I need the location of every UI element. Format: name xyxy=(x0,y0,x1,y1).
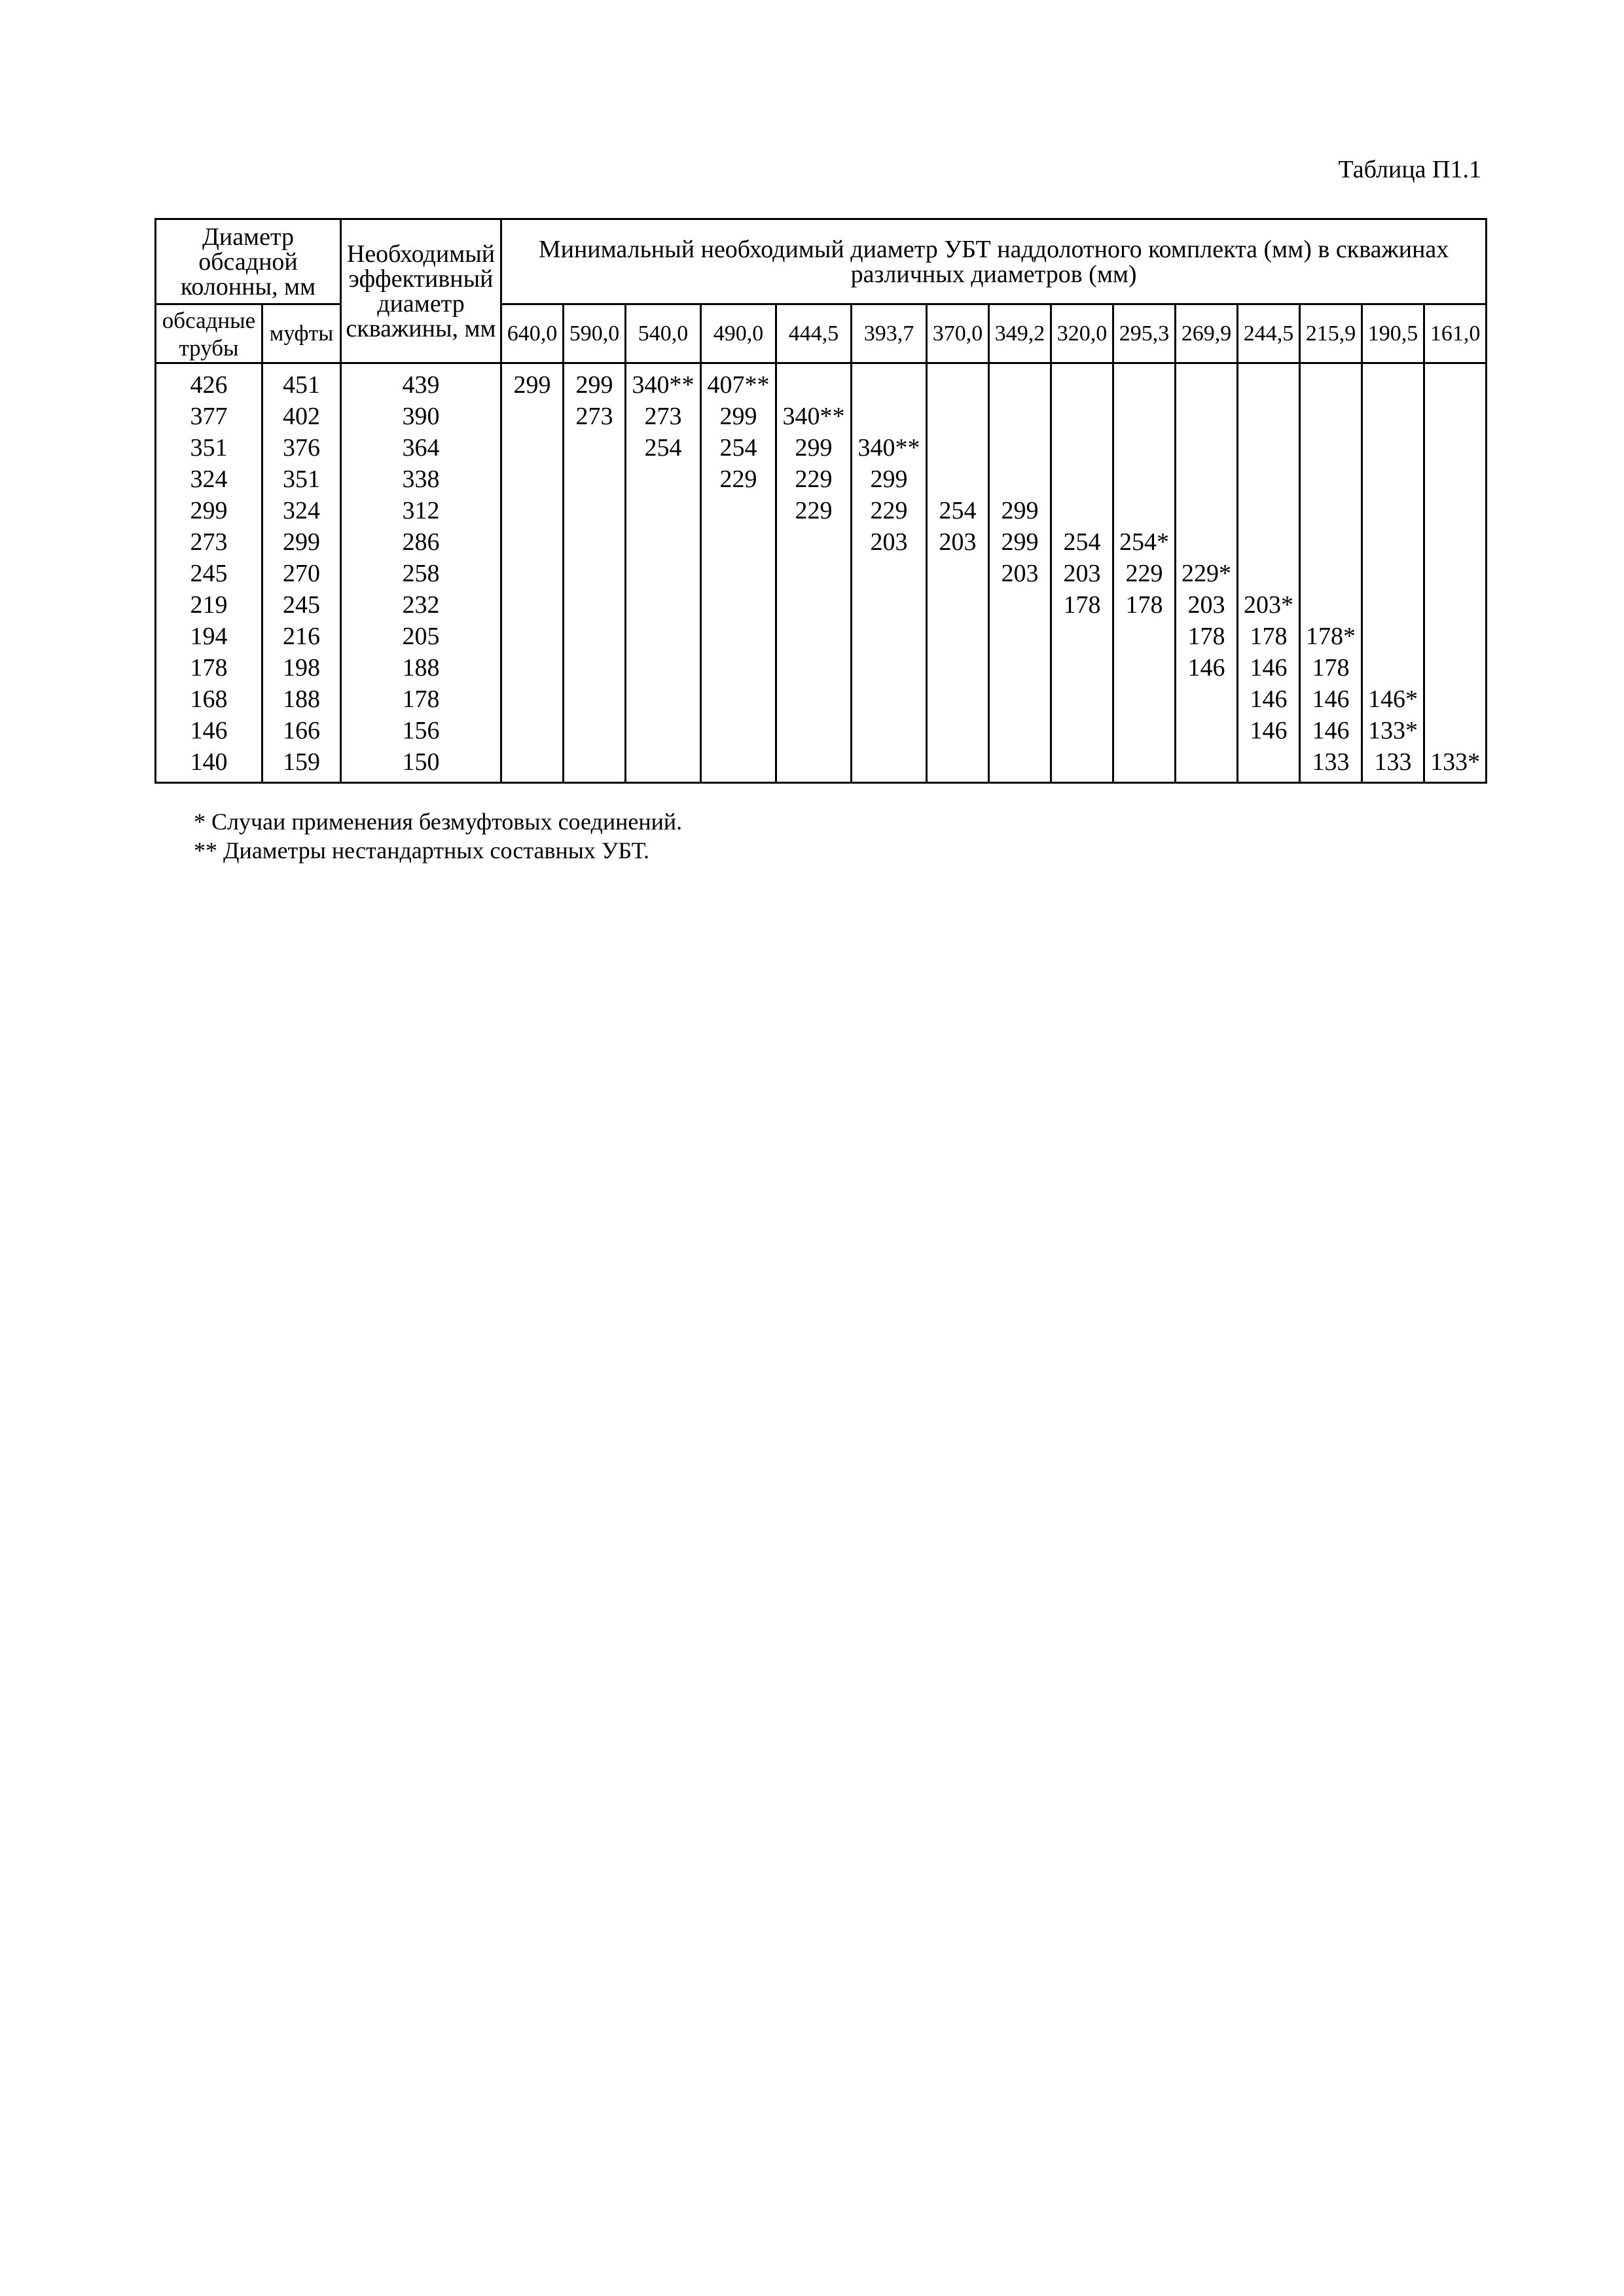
collar-diameter-cell: 254 xyxy=(626,432,701,464)
collar-diameter-cell xyxy=(1362,495,1424,526)
collar-diameter-cell xyxy=(701,558,776,589)
collar-diameter-cell xyxy=(1176,746,1238,783)
collar-diameter-cell: 273 xyxy=(626,401,701,432)
collar-diameter-cell xyxy=(1362,558,1424,589)
collar-diameter-cell xyxy=(1300,401,1362,432)
collar-diameter-cell xyxy=(927,589,989,621)
coupling-cell: 451 xyxy=(262,363,341,401)
collar-diameter-cell: 229 xyxy=(852,495,927,526)
collar-diameter-cell: 340** xyxy=(776,401,852,432)
casing-pipe-cell: 146 xyxy=(156,715,262,746)
collar-diameter-cell xyxy=(1113,432,1176,464)
collar-diameter-cell xyxy=(1176,363,1238,401)
casing-pipes-header: обсадные трубы xyxy=(156,304,262,363)
collar-diameter-cell: 146* xyxy=(1362,683,1424,715)
required-diameter-cell: 312 xyxy=(341,495,501,526)
collar-diameter-cell xyxy=(1051,401,1113,432)
table-row xyxy=(156,746,1487,783)
collar-diameter-cell xyxy=(1362,652,1424,683)
collar-diameter-cell xyxy=(501,652,564,683)
collar-diameter-cell: 407** xyxy=(701,363,776,401)
collar-diameter-cell xyxy=(626,683,701,715)
required-diameter-cell: 178 xyxy=(341,683,501,715)
collar-diameter-cell xyxy=(1238,526,1300,558)
collar-diameter-cell: 178 xyxy=(1176,621,1238,652)
collar-diameter-cell xyxy=(989,432,1051,464)
collar-diameter-cell xyxy=(1051,715,1113,746)
table-row xyxy=(156,432,1487,464)
collar-diameter-cell xyxy=(1424,495,1487,526)
required-diameter-cell: 205 xyxy=(341,621,501,652)
collar-diameter-cell: 178* xyxy=(1300,621,1362,652)
well-diameter-header: 190,5 xyxy=(1362,304,1424,363)
collar-diameter-cell: 299 xyxy=(701,401,776,432)
collar-diameter-cell xyxy=(701,495,776,526)
well-diameter-header: 215,9 xyxy=(1300,304,1362,363)
table-row xyxy=(156,652,1487,683)
well-diameter-header: 640,0 xyxy=(501,304,564,363)
collar-diameter-cell xyxy=(701,683,776,715)
collar-diameter-cell xyxy=(927,652,989,683)
collar-diameter-cell xyxy=(776,621,852,652)
collar-diameter-cell: 146 xyxy=(1300,715,1362,746)
collar-diameter-cell: 203 xyxy=(927,526,989,558)
collar-diameter-cell xyxy=(1113,401,1176,432)
well-diameter-header: 540,0 xyxy=(626,304,701,363)
casing-pipe-cell: 168 xyxy=(156,683,262,715)
collar-diameter-cell xyxy=(1362,363,1424,401)
collar-diameter-cell xyxy=(1176,401,1238,432)
collar-diameter-cell xyxy=(626,464,701,495)
collar-diameter-cell xyxy=(776,715,852,746)
collar-diameter-cell xyxy=(989,401,1051,432)
collar-diameter-cell: 229 xyxy=(776,495,852,526)
required-diameter-cell: 156 xyxy=(341,715,501,746)
collar-diameter-cell xyxy=(1238,464,1300,495)
collar-diameter-cell xyxy=(501,558,564,589)
collar-diameter-cell xyxy=(564,715,626,746)
collar-diameter-cell: 133* xyxy=(1424,746,1487,783)
casing-pipe-cell: 219 xyxy=(156,589,262,621)
collar-diameter-cell xyxy=(1362,621,1424,652)
collar-diameter-cell: 146 xyxy=(1238,715,1300,746)
collar-diameter-cell: 229 xyxy=(1113,558,1176,589)
coupling-cell: 245 xyxy=(262,589,341,621)
collar-diameter-cell xyxy=(564,652,626,683)
table-row xyxy=(156,464,1487,495)
collar-diameter-cell: 178 xyxy=(1300,652,1362,683)
collar-diameter-cell xyxy=(564,589,626,621)
collar-diameter-cell xyxy=(501,683,564,715)
collar-diameter-cell xyxy=(1176,715,1238,746)
collar-diameter-cell xyxy=(1300,464,1362,495)
collar-diameter-cell xyxy=(852,589,927,621)
collar-diameter-cell: 203 xyxy=(1051,558,1113,589)
collar-diameter-cell xyxy=(626,652,701,683)
collar-diameter-cell: 146 xyxy=(1238,652,1300,683)
collar-diameter-cell xyxy=(1362,401,1424,432)
required-diameter-cell: 338 xyxy=(341,464,501,495)
collar-diameter-cell: 254* xyxy=(1113,526,1176,558)
collar-diameter-cell xyxy=(1113,715,1176,746)
collar-diameter-cell xyxy=(626,589,701,621)
casing-pipe-cell: 351 xyxy=(156,432,262,464)
well-diameter-header: 161,0 xyxy=(1424,304,1487,363)
collar-diameter-cell xyxy=(852,683,927,715)
required-diameter-cell: 390 xyxy=(341,401,501,432)
collar-diameter-cell xyxy=(1424,683,1487,715)
collar-diameter-cell xyxy=(1362,464,1424,495)
collar-diameter-cell xyxy=(1051,652,1113,683)
required-diameter-header: Необходимый эффективный диаметр скважины, мм xyxy=(341,219,501,363)
casing-pipe-cell: 299 xyxy=(156,495,262,526)
collar-diameter-cell xyxy=(927,464,989,495)
casing-pipe-cell: 426 xyxy=(156,363,262,401)
collar-diameter-cell xyxy=(1176,432,1238,464)
well-diameter-header: 444,5 xyxy=(776,304,852,363)
drill-collar-table xyxy=(154,218,1487,784)
table-row xyxy=(156,589,1487,621)
collar-diameter-cell: 254 xyxy=(927,495,989,526)
collar-diameter-cell xyxy=(1238,363,1300,401)
coupling-cell: 188 xyxy=(262,683,341,715)
required-diameter-cell: 439 xyxy=(341,363,501,401)
footnotes xyxy=(194,807,682,865)
collar-diameter-cell xyxy=(1176,464,1238,495)
collar-diameter-cell xyxy=(776,526,852,558)
collar-diameter-cell xyxy=(501,621,564,652)
required-diameter-cell: 232 xyxy=(341,589,501,621)
collar-diameter-cell xyxy=(1300,558,1362,589)
well-diameter-header: 370,0 xyxy=(927,304,989,363)
coupling-cell: 166 xyxy=(262,715,341,746)
collar-diameter-cell: 146 xyxy=(1300,683,1362,715)
collar-diameter-cell: 340** xyxy=(852,432,927,464)
collar-diameter-cell xyxy=(1113,621,1176,652)
collar-diameter-cell xyxy=(1424,715,1487,746)
collar-diameter-cell xyxy=(701,526,776,558)
well-diameter-header: 295,3 xyxy=(1113,304,1176,363)
collar-diameter-cell: 254 xyxy=(1051,526,1113,558)
casing-pipe-cell: 194 xyxy=(156,621,262,652)
collar-diameter-cell xyxy=(1051,363,1113,401)
collar-diameter-cell xyxy=(1238,495,1300,526)
collar-diameter-cell: 299 xyxy=(989,526,1051,558)
well-diameter-header: 269,9 xyxy=(1176,304,1238,363)
collar-diameter-cell: 229 xyxy=(776,464,852,495)
collar-diameter-cell xyxy=(564,526,626,558)
collar-diameter-cell: 299 xyxy=(852,464,927,495)
coupling-cell: 402 xyxy=(262,401,341,432)
collar-diameter-cell xyxy=(1113,683,1176,715)
collar-diameter-cell xyxy=(1176,526,1238,558)
collar-diameter-cell xyxy=(1051,464,1113,495)
collar-diameter-cell: 254 xyxy=(701,432,776,464)
collar-diameter-cell xyxy=(1113,746,1176,783)
collar-diameter-cell: 178 xyxy=(1051,589,1113,621)
collar-diameter-cell xyxy=(564,464,626,495)
required-diameter-cell: 364 xyxy=(341,432,501,464)
collar-diameter-cell xyxy=(852,558,927,589)
collar-diameter-cell xyxy=(1238,746,1300,783)
table-row xyxy=(156,363,1487,401)
collar-diameter-cell xyxy=(927,363,989,401)
table-row xyxy=(156,558,1487,589)
collar-diameter-cell: 133* xyxy=(1362,715,1424,746)
collar-diameter-cell xyxy=(1300,589,1362,621)
collar-diameter-cell xyxy=(852,746,927,783)
collar-diameter-cell xyxy=(1300,495,1362,526)
collar-diameter-cell xyxy=(852,363,927,401)
collar-diameter-cell xyxy=(1238,558,1300,589)
collar-diameter-cell xyxy=(501,495,564,526)
coupling-cell: 198 xyxy=(262,652,341,683)
required-diameter-cell: 150 xyxy=(341,746,501,783)
collar-diameter-cell xyxy=(626,621,701,652)
collar-diameter-cell xyxy=(626,558,701,589)
collar-diameter-cell xyxy=(564,558,626,589)
well-diameter-header: 244,5 xyxy=(1238,304,1300,363)
coupling-cell: 299 xyxy=(262,526,341,558)
collar-diameter-cell: 203 xyxy=(989,558,1051,589)
table-row xyxy=(156,715,1487,746)
collar-diameter-cell: 273 xyxy=(564,401,626,432)
collar-diameter-cell xyxy=(1424,558,1487,589)
collar-diameter-cell xyxy=(1300,363,1362,401)
collar-diameter-cell xyxy=(501,589,564,621)
collar-diameter-cell xyxy=(701,746,776,783)
collar-diameter-cell xyxy=(701,652,776,683)
collar-diameter-cell: 229 xyxy=(701,464,776,495)
well-diameter-header: 349,2 xyxy=(989,304,1051,363)
collar-diameter-cell xyxy=(852,401,927,432)
collar-diameter-cell: 299 xyxy=(564,363,626,401)
collar-diameter-cell xyxy=(1113,652,1176,683)
collar-diameter-cell xyxy=(564,432,626,464)
collar-diameter-cell xyxy=(701,589,776,621)
collar-diameter-cell xyxy=(1176,495,1238,526)
collar-diameter-cell xyxy=(989,589,1051,621)
footnote-single-asterisk: * Случаи применения безмуфтовых соединений. xyxy=(194,809,683,835)
collar-diameter-cell xyxy=(626,495,701,526)
collar-diameter-cell xyxy=(1051,683,1113,715)
collar-diameter-cell xyxy=(564,683,626,715)
collar-diameter-cell xyxy=(501,746,564,783)
collar-diameter-cell xyxy=(1238,401,1300,432)
collar-diameter-cell xyxy=(1424,432,1487,464)
collar-diameter-cell: 178 xyxy=(1238,621,1300,652)
collar-diameter-cell xyxy=(1051,746,1113,783)
collar-diameter-cell xyxy=(927,558,989,589)
well-diameter-header: 490,0 xyxy=(701,304,776,363)
collar-diameter-cell: 299 xyxy=(776,432,852,464)
collar-diameter-cell: 299 xyxy=(501,363,564,401)
collar-diameter-cell xyxy=(1362,589,1424,621)
collar-diameter-cell: 203 xyxy=(852,526,927,558)
collar-diameter-cell xyxy=(927,401,989,432)
collar-diameter-cell: 146 xyxy=(1176,652,1238,683)
collar-diameter-cell xyxy=(501,432,564,464)
collar-diameter-cell: 340** xyxy=(626,363,701,401)
collar-diameter-cell xyxy=(852,715,927,746)
casing-pipe-cell: 324 xyxy=(156,464,262,495)
collar-diameter-cell xyxy=(776,683,852,715)
table-row xyxy=(156,401,1487,432)
collar-diameter-cell xyxy=(501,715,564,746)
collar-diameter-cell xyxy=(989,652,1051,683)
collar-diameter-cell: 178 xyxy=(1113,589,1176,621)
collar-diameter-cell xyxy=(776,363,852,401)
collar-diameter-cell: 299 xyxy=(989,495,1051,526)
collar-diameter-cell xyxy=(852,652,927,683)
required-diameter-cell: 286 xyxy=(341,526,501,558)
collar-diameter-cell xyxy=(626,526,701,558)
collar-diameter-cell xyxy=(1424,589,1487,621)
collar-diameter-cell xyxy=(989,683,1051,715)
collar-diameter-cell xyxy=(1424,363,1487,401)
couplings-header: муфты xyxy=(262,304,341,363)
collar-diameter-cell xyxy=(989,363,1051,401)
collar-diameter-cell: 133 xyxy=(1300,746,1362,783)
collar-diameter-cell xyxy=(927,621,989,652)
collar-diameter-cell xyxy=(564,495,626,526)
table-row xyxy=(156,683,1487,715)
collar-diameter-cell xyxy=(852,621,927,652)
coupling-cell: 216 xyxy=(262,621,341,652)
collar-diameter-cell xyxy=(989,464,1051,495)
casing-pipe-cell: 377 xyxy=(156,401,262,432)
casing-pipe-cell: 245 xyxy=(156,558,262,589)
collar-diameter-cell: 146 xyxy=(1238,683,1300,715)
collar-diameter-cell xyxy=(701,715,776,746)
required-diameter-cell: 188 xyxy=(341,652,501,683)
collar-diameter-cell xyxy=(1424,464,1487,495)
collar-diameter-cell xyxy=(564,746,626,783)
collar-diameter-cell xyxy=(1362,432,1424,464)
table-caption: Таблица П1.1 xyxy=(1338,156,1481,183)
collar-diameter-cell xyxy=(1113,363,1176,401)
collar-diameter-cell xyxy=(1051,621,1113,652)
collar-diameter-cell xyxy=(1051,432,1113,464)
table-row xyxy=(156,526,1487,558)
table-row xyxy=(156,621,1487,652)
footnote-double-asterisk: ** Диаметры нестандартных составных УБТ. xyxy=(194,837,649,864)
casing-pipe-cell: 273 xyxy=(156,526,262,558)
collar-diameter-cell xyxy=(1362,526,1424,558)
collar-diameter-cell xyxy=(927,432,989,464)
collar-diameter-cell xyxy=(1238,432,1300,464)
collar-diameter-cell xyxy=(1424,621,1487,652)
casing-pipe-cell: 178 xyxy=(156,652,262,683)
collar-diameter-cell xyxy=(626,715,701,746)
collar-diameter-cell xyxy=(776,558,852,589)
collar-diameter-cell xyxy=(701,621,776,652)
casing-diameter-header: Диаметр обсадной колонны, мм xyxy=(156,219,341,304)
well-diameter-header: 590,0 xyxy=(564,304,626,363)
collar-diameter-cell xyxy=(1113,464,1176,495)
collar-diameter-cell xyxy=(1300,526,1362,558)
coupling-cell: 270 xyxy=(262,558,341,589)
collar-diameter-cell xyxy=(501,526,564,558)
table-row xyxy=(156,495,1487,526)
table-body xyxy=(156,363,1487,783)
well-diameter-header: 393,7 xyxy=(852,304,927,363)
min-collar-diameter-header: Минимальный необходимый диаметр УБТ наддолотного комплекта (мм) в скважинах различных диаметров (мм) xyxy=(501,219,1487,304)
coupling-cell: 376 xyxy=(262,432,341,464)
collar-diameter-cell: 229* xyxy=(1176,558,1238,589)
collar-diameter-cell: 133 xyxy=(1362,746,1424,783)
collar-diameter-cell xyxy=(1113,495,1176,526)
collar-diameter-cell xyxy=(1051,495,1113,526)
collar-diameter-cell xyxy=(1176,683,1238,715)
collar-diameter-cell: 203* xyxy=(1238,589,1300,621)
coupling-cell: 351 xyxy=(262,464,341,495)
collar-diameter-cell xyxy=(501,464,564,495)
collar-diameter-cell: 203 xyxy=(1176,589,1238,621)
collar-diameter-cell xyxy=(989,746,1051,783)
casing-pipe-cell: 140 xyxy=(156,746,262,783)
collar-diameter-cell xyxy=(927,683,989,715)
collar-diameter-cell xyxy=(1424,526,1487,558)
collar-diameter-cell xyxy=(501,401,564,432)
well-diameter-header: 320,0 xyxy=(1051,304,1113,363)
collar-diameter-cell xyxy=(626,746,701,783)
coupling-cell: 159 xyxy=(262,746,341,783)
coupling-cell: 324 xyxy=(262,495,341,526)
collar-diameter-cell xyxy=(927,746,989,783)
collar-diameter-cell xyxy=(1424,401,1487,432)
collar-diameter-cell xyxy=(989,621,1051,652)
required-diameter-cell: 258 xyxy=(341,558,501,589)
collar-diameter-cell xyxy=(776,652,852,683)
collar-diameter-cell xyxy=(564,621,626,652)
collar-diameter-cell xyxy=(776,746,852,783)
collar-diameter-cell xyxy=(989,715,1051,746)
collar-diameter-cell xyxy=(776,589,852,621)
collar-diameter-cell xyxy=(1300,432,1362,464)
collar-diameter-cell xyxy=(927,715,989,746)
collar-diameter-cell xyxy=(1424,652,1487,683)
